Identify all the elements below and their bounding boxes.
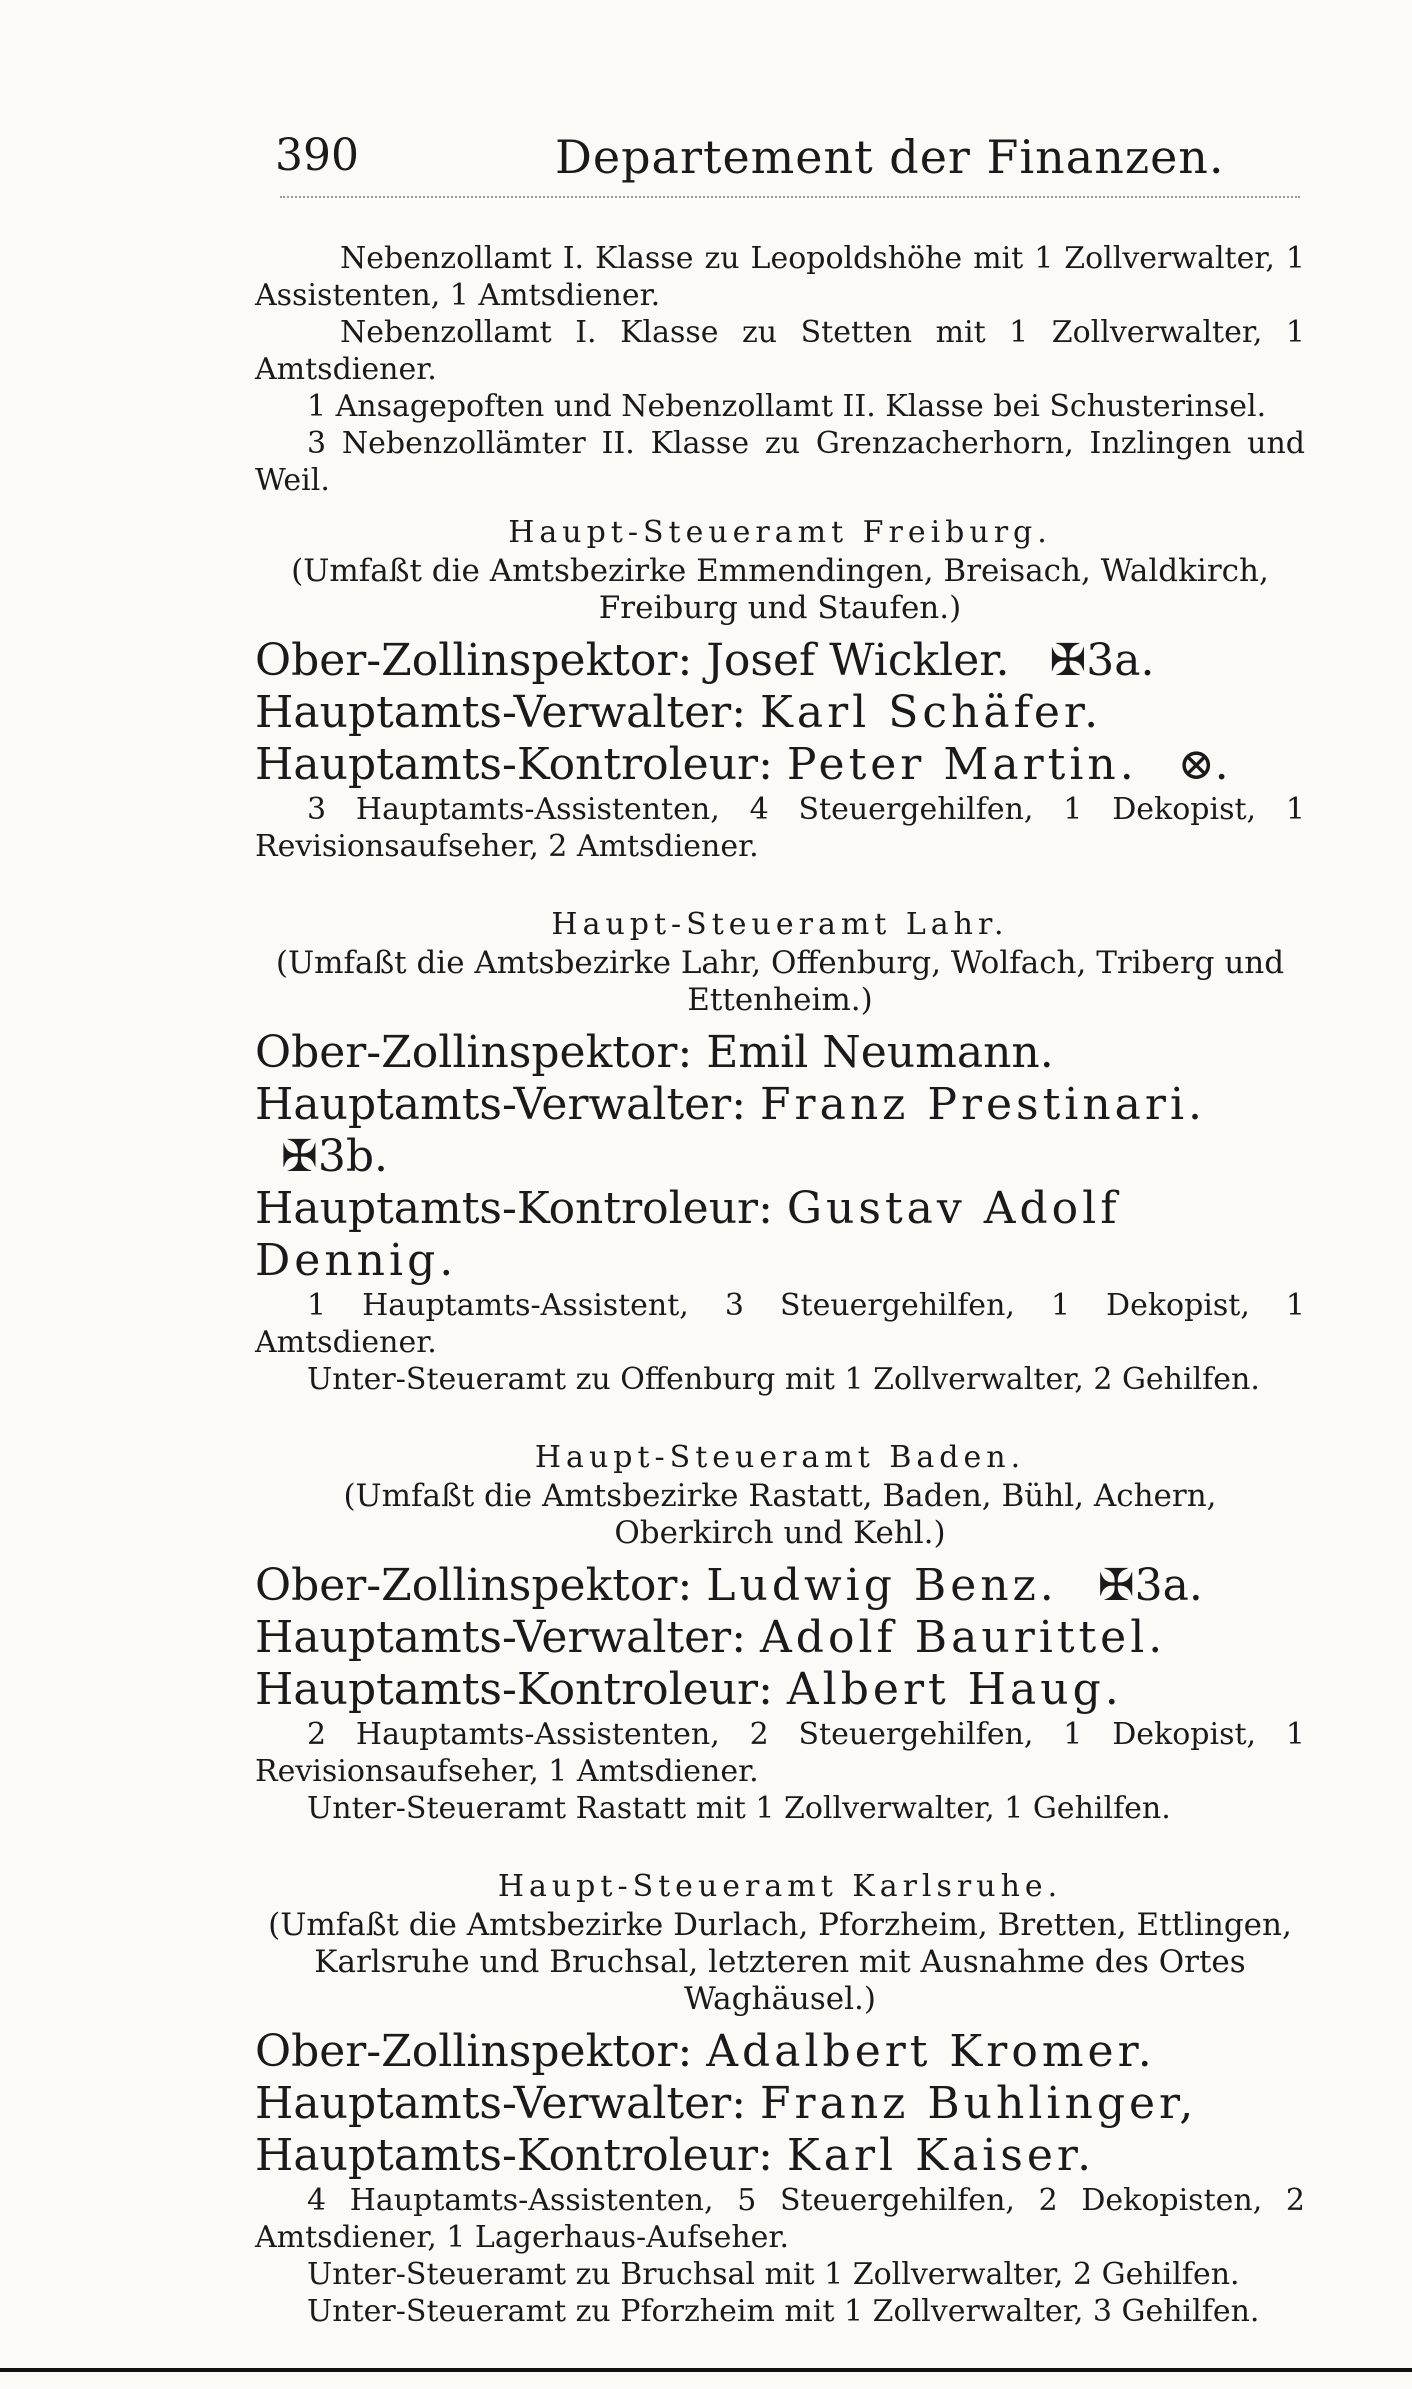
- hauptamts-kontroleur: [255, 2130, 1305, 2182]
- section-title: Haupt-Steueramt Lahr.: [551, 907, 1009, 942]
- section-title: Haupt-Steueramt Freiburg.: [508, 515, 1052, 550]
- officer-name: Emil Neumann.: [706, 1027, 1054, 1078]
- section-districts: (Umfaßt die Amtsbezirke Rastatt, Baden, Bühl, Achern, Oberkirch und Kehl.): [343, 1478, 1217, 1551]
- officer-name: Peter Martin.: [786, 739, 1138, 790]
- decoration-circle-cross-icon: ⊗.: [1177, 739, 1229, 790]
- hauptamts-verwalter: [255, 1079, 1305, 1183]
- officer-name: Franz Prestinari.: [760, 1079, 1207, 1130]
- hauptamts-verwalter: [255, 1612, 1305, 1664]
- role-label: Hauptamts-Verwalter:: [255, 1612, 747, 1663]
- hauptamts-kontroleur: [255, 1183, 1305, 1287]
- decoration-cross-icon: ✠3b.: [281, 1131, 389, 1182]
- officer-name: Karl Schäfer.: [760, 687, 1103, 738]
- ober-zollinspektor: [255, 2026, 1305, 2078]
- officer-name: Ludwig Benz.: [706, 1560, 1058, 1611]
- role-label: Hauptamts-Verwalter:: [255, 687, 747, 738]
- hauptamts-verwalter: [255, 687, 1305, 739]
- ober-zollinspektor: [255, 635, 1305, 687]
- section-districts: (Umfaßt die Amtsbezirke Emmendingen, Breisach, Waldkirch, Freiburg und Staufen.): [291, 553, 1269, 626]
- staff-list: 4 Hauptamts-Assistenten, 5 Steuergehilfen, 2 Dekopisten, 2 Amtsdiener, 1 Lagerhaus-Aufseher.: [255, 2183, 1305, 2255]
- unter-steueramt: Unter-Steueramt Rastatt mit 1 Zollverwalter, 1 Gehilfen.: [307, 1791, 1171, 1826]
- role-label: Hauptamts-Kontroleur:: [255, 1183, 773, 1234]
- page-number: 390: [275, 130, 359, 181]
- role-label: Hauptamts-Verwalter:: [255, 2078, 747, 2129]
- role-label: Ober-Zollinspektor:: [255, 1027, 693, 1078]
- role-label: Hauptamts-Kontroleur:: [255, 739, 773, 790]
- role-label: Ober-Zollinspektor:: [255, 635, 693, 686]
- officer-name: Gustav Adolf Dennig.: [255, 1183, 1121, 1286]
- staff-list: 2 Hauptamts-Assistenten, 2 Steuergehilfen, 1 Dekopist, 1 Revisionsaufseher, 1 Amtsdiener.: [255, 1717, 1305, 1789]
- decoration-cross-icon: ✠3a.: [1049, 635, 1155, 686]
- role-label: Ober-Zollinspektor:: [255, 2026, 693, 2077]
- staff-list: 1 Hauptamts-Assistent, 3 Steuergehilfen, 1 Dekopist, 1 Amtsdiener.: [255, 1288, 1305, 1360]
- hauptamts-verwalter: [255, 2078, 1305, 2130]
- officer-name: Karl Kaiser.: [786, 2130, 1096, 2181]
- section-lahr: [255, 905, 1305, 1398]
- section-baden: [255, 1438, 1305, 1827]
- scan-edge-rule: [0, 2368, 1412, 2372]
- intro-line: Nebenzollamt I. Klasse zu Stetten mit 1 Zollverwalter, 1 Amtsdiener.: [255, 315, 1305, 387]
- hauptamts-kontroleur: [255, 739, 1305, 791]
- officer-name: Franz Buhlinger,: [760, 2078, 1198, 2129]
- hauptamts-kontroleur: [255, 1664, 1305, 1716]
- role-label: Ober-Zollinspektor:: [255, 1560, 693, 1611]
- header-rule: [280, 196, 1300, 198]
- unter-steueramt: Unter-Steueramt zu Pforzheim mit 1 Zollverwalter, 3 Gehilfen.: [307, 2294, 1260, 2329]
- decoration-cross-icon: ✠3a.: [1097, 1560, 1203, 1611]
- page-header: [275, 130, 1300, 190]
- role-label: Hauptamts-Verwalter:: [255, 1079, 747, 1130]
- officer-name: Albert Haug.: [786, 1664, 1123, 1715]
- staff-list: 3 Hauptamts-Assistenten, 4 Steuergehilfen, 1 Dekopist, 1 Revisionsaufseher, 2 Amtsdiener.: [255, 792, 1305, 864]
- running-title: Departement der Finanzen.: [555, 130, 1225, 184]
- section-title: Haupt-Steueramt Baden.: [534, 1440, 1026, 1475]
- section-title: Haupt-Steueramt Karlsruhe.: [497, 1869, 1063, 1904]
- officer-name: Josef Wickler.: [706, 635, 1010, 686]
- intro-line: 3 Nebenzollämter II. Klasse zu Grenzacherhorn, Inzlingen und Weil.: [255, 426, 1305, 498]
- role-label: Hauptamts-Kontroleur:: [255, 1664, 773, 1715]
- intro-line: 1 Ansagepoften und Nebenzollamt II. Klasse bei Schusterinsel.: [307, 389, 1267, 424]
- ober-zollinspektor: [255, 1027, 1305, 1079]
- officer-name: Adolf Baurittel.: [760, 1612, 1167, 1663]
- ober-zollinspektor: [255, 1560, 1305, 1612]
- section-freiburg: [255, 513, 1305, 865]
- unter-steueramt: Unter-Steueramt zu Offenburg mit 1 Zollverwalter, 2 Gehilfen.: [307, 1362, 1260, 1397]
- section-karlsruhe: [255, 1867, 1305, 2330]
- page-content: [255, 240, 1305, 2330]
- section-districts: (Umfaßt die Amtsbezirke Durlach, Pforzheim, Bretten, Ettlingen, Karlsruhe und Bruchsal, letzteren mit Ausnahme des Ortes Waghäusel.): [268, 1907, 1292, 2017]
- officer-name: Adalbert Kromer.: [706, 2026, 1156, 2077]
- role-label: Hauptamts-Kontroleur:: [255, 2130, 773, 2181]
- intro-line: Nebenzollamt I. Klasse zu Leopoldshöhe mit 1 Zollverwalter, 1 Assistenten, 1 Amtsdiener.: [255, 241, 1305, 313]
- unter-steueramt: Unter-Steueramt zu Bruchsal mit 1 Zollverwalter, 2 Gehilfen.: [307, 2257, 1240, 2292]
- section-districts: (Umfaßt die Amtsbezirke Lahr, Offenburg, Wolfach, Triberg und Ettenheim.): [275, 945, 1285, 1018]
